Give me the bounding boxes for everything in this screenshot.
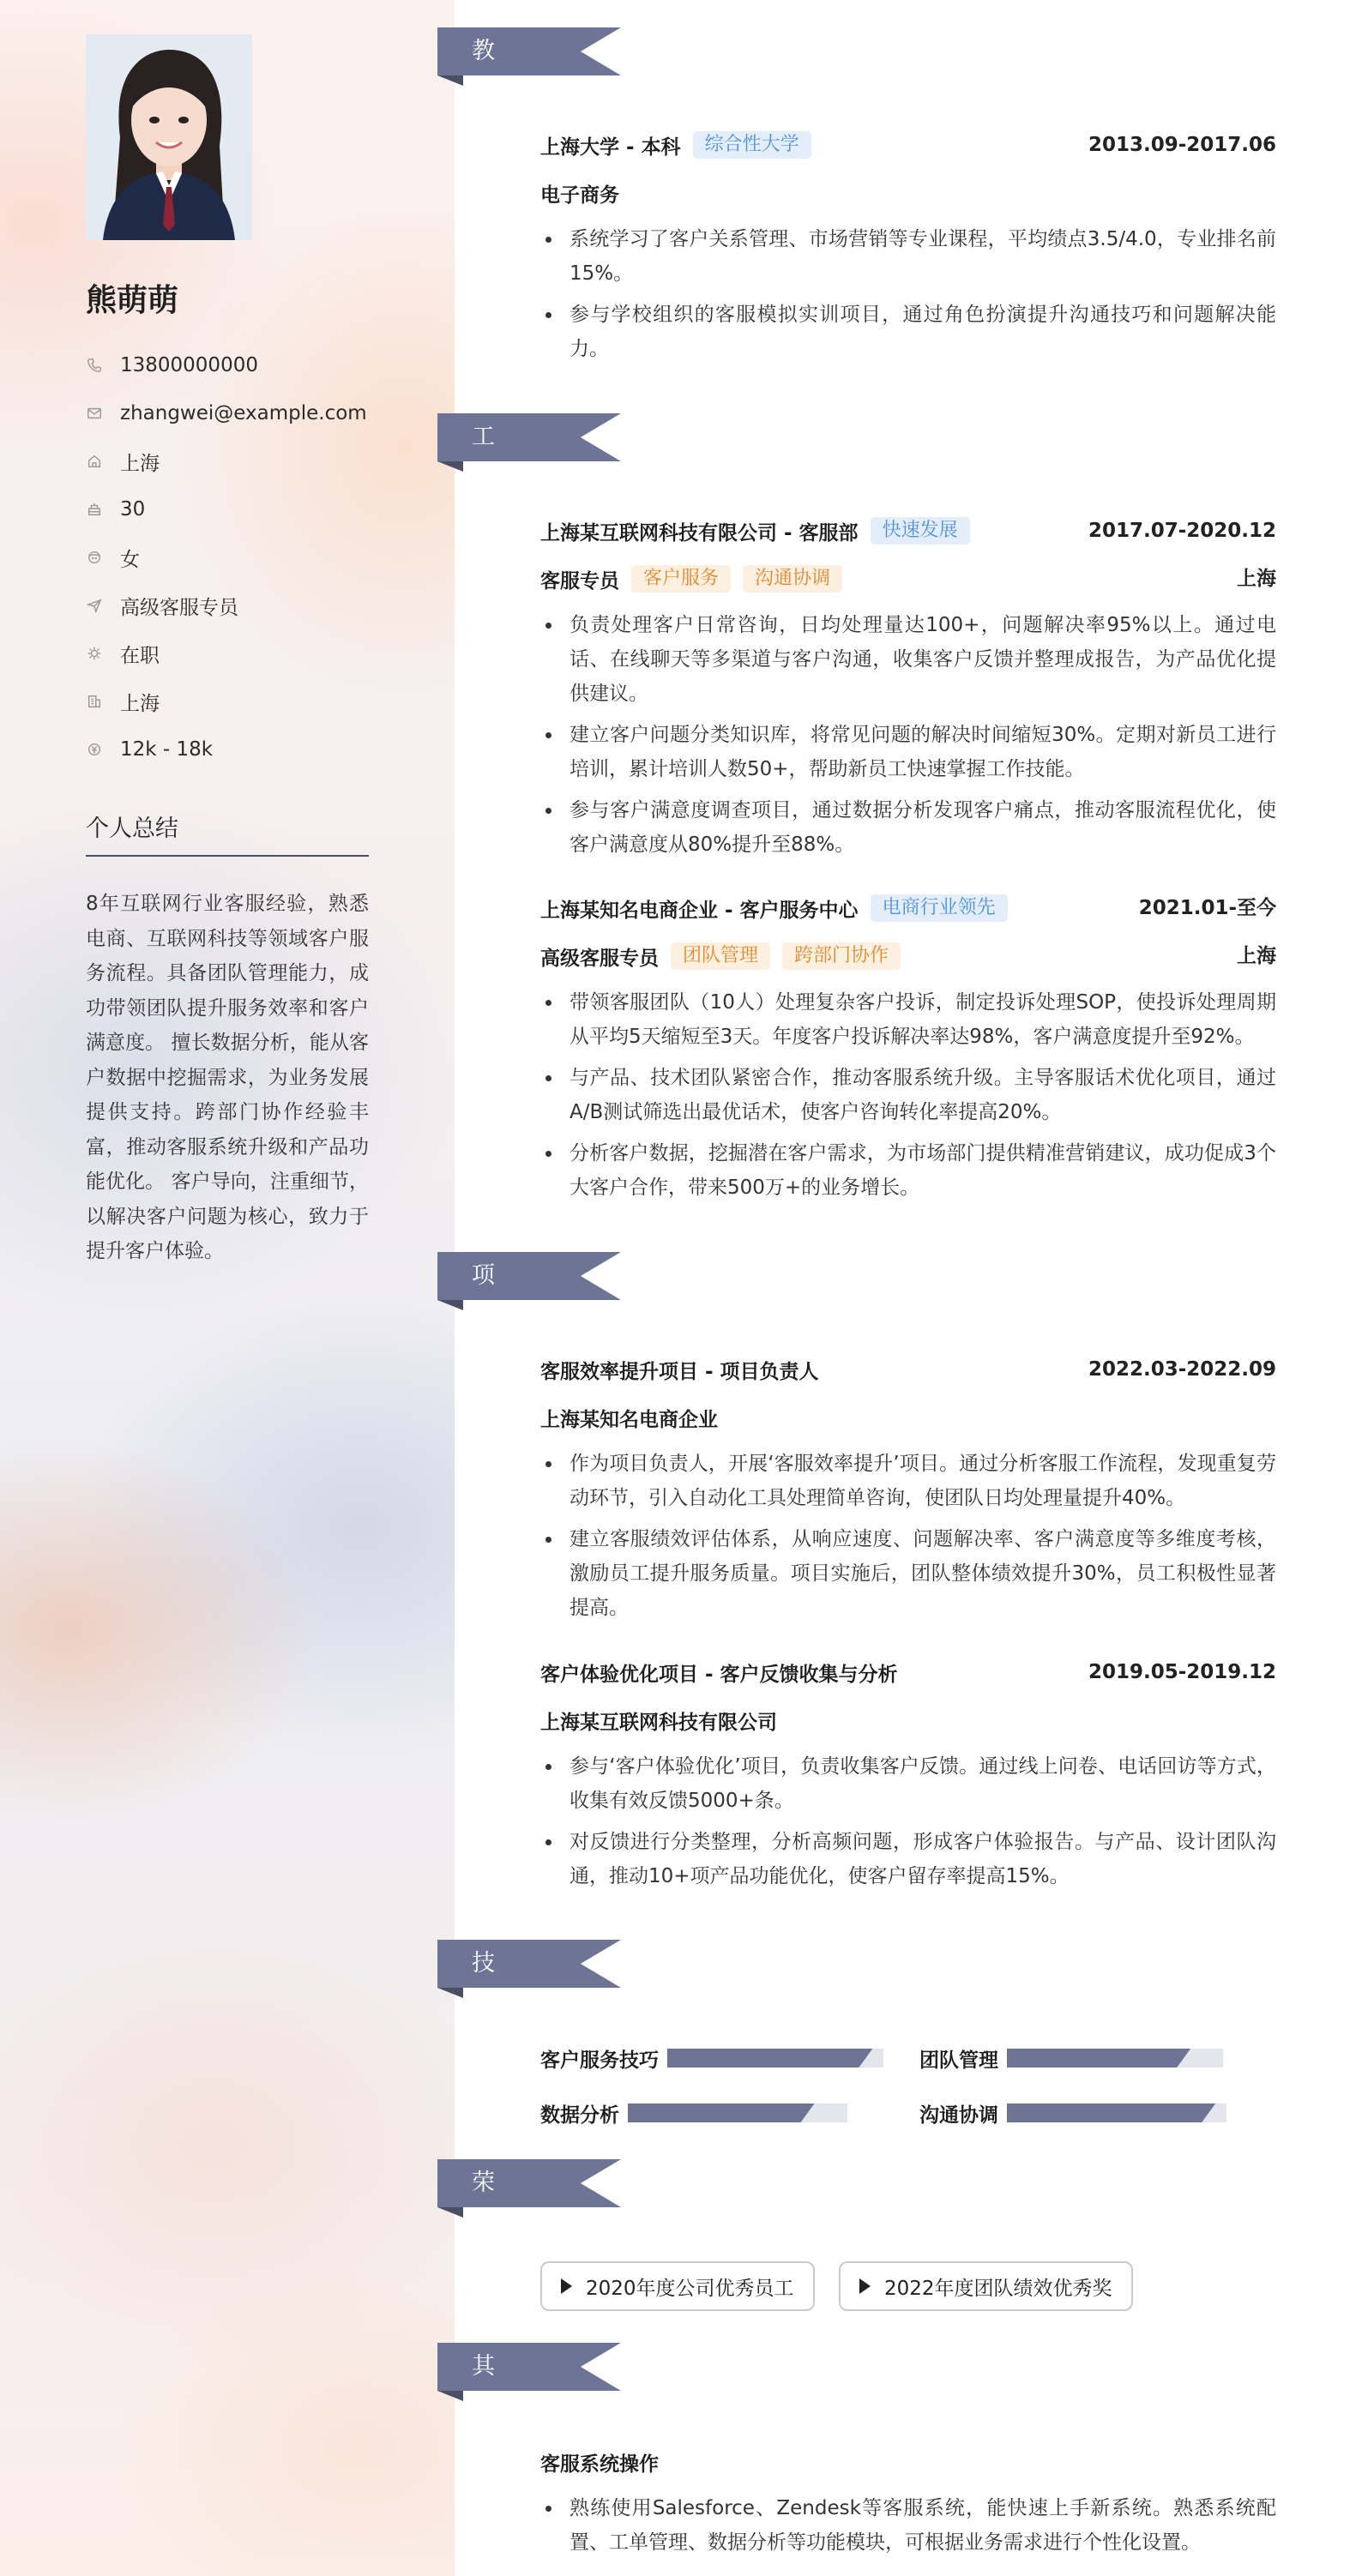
section-title: 项目经历: [472, 1262, 496, 1433]
skill-item: [540, 2096, 847, 2130]
contact-value: 12k - 18k: [120, 738, 214, 761]
education-entry: [540, 126, 1276, 373]
contact-age: [86, 485, 377, 533]
entry-title: 上海某互联网科技有限公司 - 客服部: [540, 521, 859, 545]
entry-location: 上海: [1237, 568, 1276, 590]
project-entry: [540, 1653, 1276, 1900]
bullet-list: [540, 1447, 1276, 1625]
section-title: 技能专长: [472, 1950, 496, 2121]
contact-salary: [86, 725, 377, 773]
contact-value: 上海: [120, 452, 160, 475]
bullet-list: [540, 608, 1276, 862]
entry-org: 上海某知名电商企业: [540, 1408, 718, 1431]
entry-tag: 电商行业领先: [871, 894, 1008, 922]
contact-value: 30: [120, 498, 146, 521]
skill-item: [919, 2096, 1226, 2130]
skill-name: 团队管理: [919, 2049, 998, 2072]
sidebar: [0, 0, 455, 2576]
contact-value: 在职: [120, 644, 160, 667]
play-triangle-icon: [561, 2278, 572, 2294]
entry-title: 上海某知名电商企业 - 客户服务中心: [540, 899, 859, 922]
skill-item: [540, 2041, 883, 2075]
section-title: 荣誉奖项: [472, 2170, 496, 2340]
mail-icon: [86, 405, 103, 422]
entry-title: 上海大学 - 本科: [540, 135, 681, 159]
bullet-item: 与产品、技术团队紧密合作，推动客服系统升级。主导客服话术优化项目，通过A/B测试筛选出最优话术，使客户咨询转化率提高20%。: [540, 1061, 1276, 1129]
skill-name: 客户服务技巧: [540, 2049, 659, 2072]
skill-name: 沟通协调: [919, 2104, 998, 2127]
role-tag: 团队管理: [671, 942, 770, 970]
award-item: [540, 2261, 815, 2311]
contact-value: 高级客服专员: [120, 596, 238, 619]
contact-position: [86, 581, 377, 629]
bullet-list: [540, 2491, 1276, 2560]
entry-date: 2019.05-2019.12: [1088, 1661, 1276, 1683]
skill-bar: [628, 2104, 847, 2122]
bullet-item: 参与学校组织的客服模拟实训项目，通过角色扮演提升沟通技巧和问题解决能力。: [540, 298, 1276, 366]
contact-email: [86, 389, 377, 437]
role-tag: 沟通协调: [743, 565, 842, 593]
entry-title: 客服效率提升项目 - 项目负责人: [540, 1360, 819, 1383]
bullet-item: 参与客户满意度调查项目，通过数据分析发现客户痛点，推动客服流程优化，使客户满意度从80%提升至88%。: [540, 793, 1276, 862]
entry-tag: 快速发展: [871, 517, 970, 545]
award-text: 2020年度公司优秀员工: [586, 2277, 794, 2300]
bullet-item: 系统学习了客户关系管理、市场营销等专业课程，平均绩点3.5/4.0，专业排名前15%。: [540, 222, 1276, 291]
entry-role: 客服专员: [540, 569, 619, 593]
bullet-item: 熟练使用Salesforce、Zendesk等客服系统，能快速上手新系统。熟悉系统配置、工单管理、数据分析等功能模块，可根据业务需求进行个性化设置。: [540, 2491, 1276, 2560]
skill-bar-fill: [667, 2049, 872, 2067]
role-tag: 跨部门协作: [782, 942, 901, 970]
gender-icon: [86, 549, 103, 566]
bullet-item: 分析客户数据，挖掘潜在客户需求，为市场部门提供精准营销建议，成功促成3个大客户合作，带来500万+的业务增长。: [540, 1136, 1276, 1205]
award-item: [839, 2261, 1133, 2311]
entry-date: 2017.07-2020.12: [1088, 520, 1276, 542]
phone-icon: [86, 357, 103, 374]
entry-location: 上海: [1237, 945, 1276, 967]
skill-name: 数据分析: [540, 2104, 619, 2127]
work-entry: [540, 512, 1276, 869]
entry-role: 高级客服专员: [540, 947, 659, 970]
entry-org: 上海某互联网科技有限公司: [540, 1711, 777, 1734]
contact-value: 13800000000: [120, 354, 258, 376]
section-title: 其他信息: [472, 2353, 496, 2524]
bullet-item: 作为项目负责人，开展‘客服效率提升’项目。通过分析客服工作流程，发现重复劳动环节，引入自动化工具处理简单咨询，使团队日均处理量提升40%。: [540, 1447, 1276, 1515]
skill-bar-fill: [1007, 2104, 1215, 2122]
skill-bar: [1007, 2049, 1223, 2067]
skill-bar: [667, 2049, 883, 2067]
entry-date: 2013.09-2017.06: [1088, 134, 1276, 156]
summary-text: 8年互联网行业客服经验，熟悉电商、互联网科技等领域客户服务流程。具备团队管理能力，成功带领团队提升服务效率和客户满意度。 擅长数据分析，能从客户数据中挖掘需求，为业务发展提供支持。跨部门协作经验丰富，推动客服系统升级和产品功能优化。 客户导向，注重细节，以解决客户问题为核心，致力于提升客户体验。: [86, 893, 369, 1262]
section-title: 教育经历: [472, 38, 496, 208]
entry-tag: 综合性大学: [693, 131, 811, 159]
contact-city: [86, 677, 377, 725]
role-tag: 客户服务: [631, 565, 731, 593]
entry-title: 客服系统操作: [540, 2453, 659, 2476]
bullet-item: 建立客户问题分类知识库，将常见问题的解决时间缩短30%。定期对新员工进行培训，累计培训人数50+，帮助新员工快速掌握工作技能。: [540, 718, 1276, 786]
salary-icon: [86, 741, 103, 758]
home-icon: [86, 453, 103, 470]
bullet-list: [540, 222, 1276, 366]
city-icon: [86, 693, 103, 710]
play-triangle-icon: [859, 2278, 871, 2294]
status-icon: [86, 645, 103, 662]
contact-list: [86, 341, 377, 773]
bullet-list: [540, 1749, 1276, 1893]
entry-date: 2021.01-至今: [1138, 897, 1276, 919]
age-icon: [86, 501, 103, 518]
bullet-item: 负责处理客户日常咨询，日均处理量达100+，问题解决率95%以上。通过电话、在线聊天等多渠道与客户沟通，收集客户反馈并整理成报告，为产品优化提供建议。: [540, 608, 1276, 711]
work-entry: [540, 889, 1276, 1212]
contact-home: [86, 437, 377, 485]
profile-name: 熊萌萌: [86, 283, 179, 318]
bullet-list: [540, 985, 1276, 1205]
entry-title: 客户体验优化项目 - 客户反馈收集与分析: [540, 1663, 898, 1686]
other-entry: [540, 2443, 1276, 2567]
contact-status: [86, 629, 377, 677]
bullet-item: 建立客服绩效评估体系，从响应速度、问题解决率、客户满意度等多维度考核，激励员工提升服务质量。项目实施后，团队整体绩效提升30%，员工积极性显著提高。: [540, 1522, 1276, 1625]
position-icon: [86, 597, 103, 614]
contact-value: zhangwei@example.com: [120, 402, 367, 424]
bullet-item: 对反馈进行分类整理，分析高频问题，形成客户体验报告。与产品、设计团队沟通，推动10+项产品功能优化，使客户留存率提高15%。: [540, 1825, 1276, 1893]
entry-date: 2022.03-2022.09: [1088, 1358, 1276, 1381]
avatar-illustration-icon: [86, 34, 252, 240]
bullet-item: 参与‘客户体验优化’项目，负责收集客户反馈。通过线上问卷、电话回访等方式，收集有效反馈5000+条。: [540, 1749, 1276, 1818]
skill-bar-fill: [628, 2104, 815, 2122]
contact-phone: [86, 341, 377, 389]
profile-photo: [86, 34, 252, 240]
summary-title: 个人总结: [86, 810, 369, 857]
bullet-item: 带领客服团队（10人）处理复杂客户投诉，制定投诉处理SOP，使投诉处理周期从平均5天缩短至3天。年度客户投诉解决率达98%，客户满意度提升至92%。: [540, 985, 1276, 1054]
skill-item: [919, 2041, 1223, 2075]
skill-bar-fill: [1007, 2049, 1190, 2067]
contact-value: 上海: [120, 692, 160, 715]
project-entry: [540, 1351, 1276, 1632]
award-text: 2022年度团队绩效优秀奖: [884, 2277, 1112, 2300]
contact-gender: [86, 533, 377, 581]
section-title: 工作经历: [472, 424, 496, 594]
skill-bar: [1007, 2104, 1226, 2122]
entry-major: 电子商务: [540, 184, 619, 207]
contact-value: 女: [120, 548, 140, 571]
